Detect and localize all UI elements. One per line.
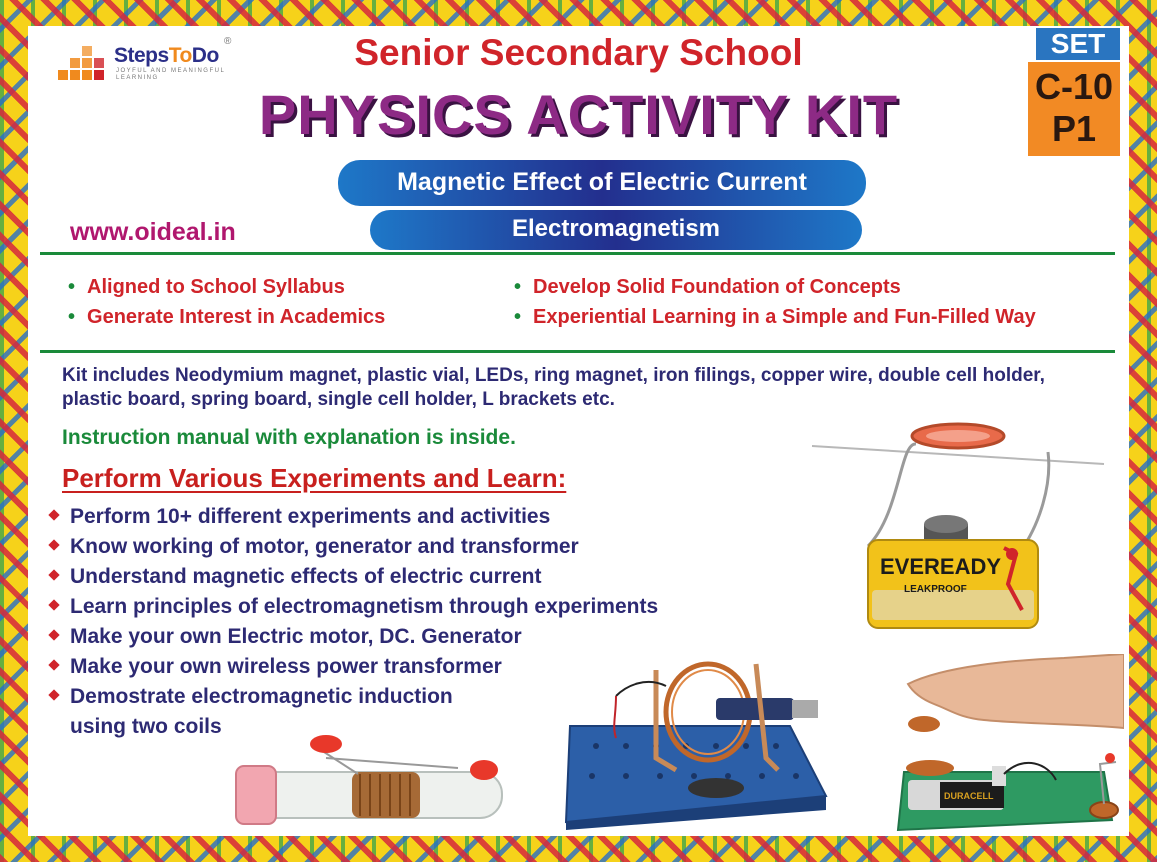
motor-board-photo (556, 646, 834, 830)
battery-brand-label: EVEREADY (880, 554, 1002, 579)
diamond-bullet-icon (48, 510, 59, 521)
logo-name: StepsToDo (114, 44, 219, 67)
topic-primary-pill: Magnetic Effect of Electric Current (338, 160, 866, 206)
bullet-icon: • (514, 276, 522, 298)
battery-swing-photo (808, 414, 1108, 636)
diamond-bullet-icon (48, 600, 59, 611)
feature-item: • Experiential Learning in a Simple and Fun-Filled Way (514, 306, 1036, 328)
plastic-vial-photo (228, 728, 518, 832)
manual-note: Instruction manual with explanation is inside. (62, 426, 516, 449)
set-badge (1028, 28, 1120, 156)
battery-sub-label: LEAKPROOF (904, 584, 967, 595)
topic-secondary-pill: Electromagnetism (370, 210, 862, 250)
set-code-line1: C-10 (1034, 66, 1114, 107)
list-item: Perform 10+ different experiments and activities (50, 502, 658, 532)
diamond-bullet-icon (48, 690, 59, 701)
content-panel (28, 26, 1129, 836)
feature-item: • Aligned to School Syllabus (68, 276, 345, 298)
kit-includes-text: Kit includes Neodymium magnet, plastic vial, LEDs, ring magnet, iron filings, copper wire, double cell holder, plastic board, spring board, single cell holder, L brackets etc. (62, 365, 1045, 410)
set-code (1028, 62, 1120, 156)
website-link[interactable]: www.oideal.in (70, 218, 236, 246)
list-item-continuation: using two coils (70, 715, 222, 738)
list-item: Make your own wireless power transformer (50, 652, 658, 682)
kit-title: PHYSICS ACTIVITY KIT (258, 83, 899, 146)
diamond-bullet-icon (48, 540, 59, 551)
list-item: Know working of motor, generator and transformer (50, 532, 658, 562)
list-item: Demostrate electromagnetic induction (50, 682, 658, 712)
diamond-bullet-icon (48, 570, 59, 581)
wireless-transformer-photo (864, 654, 1124, 834)
divider-top (40, 252, 1115, 255)
bullet-icon: • (68, 276, 76, 298)
list-item: Understand magnetic effects of electric current (50, 562, 658, 592)
set-label: SET (1036, 28, 1120, 60)
diamond-bullet-icon (48, 630, 59, 641)
feature-item: • Generate Interest in Academics (68, 306, 386, 328)
list-item: Make your own Electric motor, DC. Generator (50, 622, 658, 652)
bullet-icon: • (514, 306, 522, 328)
registered-mark: ® (224, 36, 232, 47)
set-code-line2: P1 (1051, 108, 1097, 149)
logo-tagline: JOYFUL AND MEANINGFUL LEARNING (116, 68, 226, 81)
feature-item: • Develop Solid Foundation of Concepts (514, 276, 901, 298)
diamond-bullet-icon (48, 660, 59, 671)
cell-brand-label: DURACELL (944, 791, 994, 801)
divider-bottom (40, 350, 1115, 353)
bullet-icon: • (68, 306, 76, 328)
school-heading: Senior Secondary School (354, 32, 803, 73)
perform-heading: Perform Various Experiments and Learn: (62, 463, 567, 493)
list-item: Learn principles of electromagnetism through experiments (50, 592, 658, 622)
